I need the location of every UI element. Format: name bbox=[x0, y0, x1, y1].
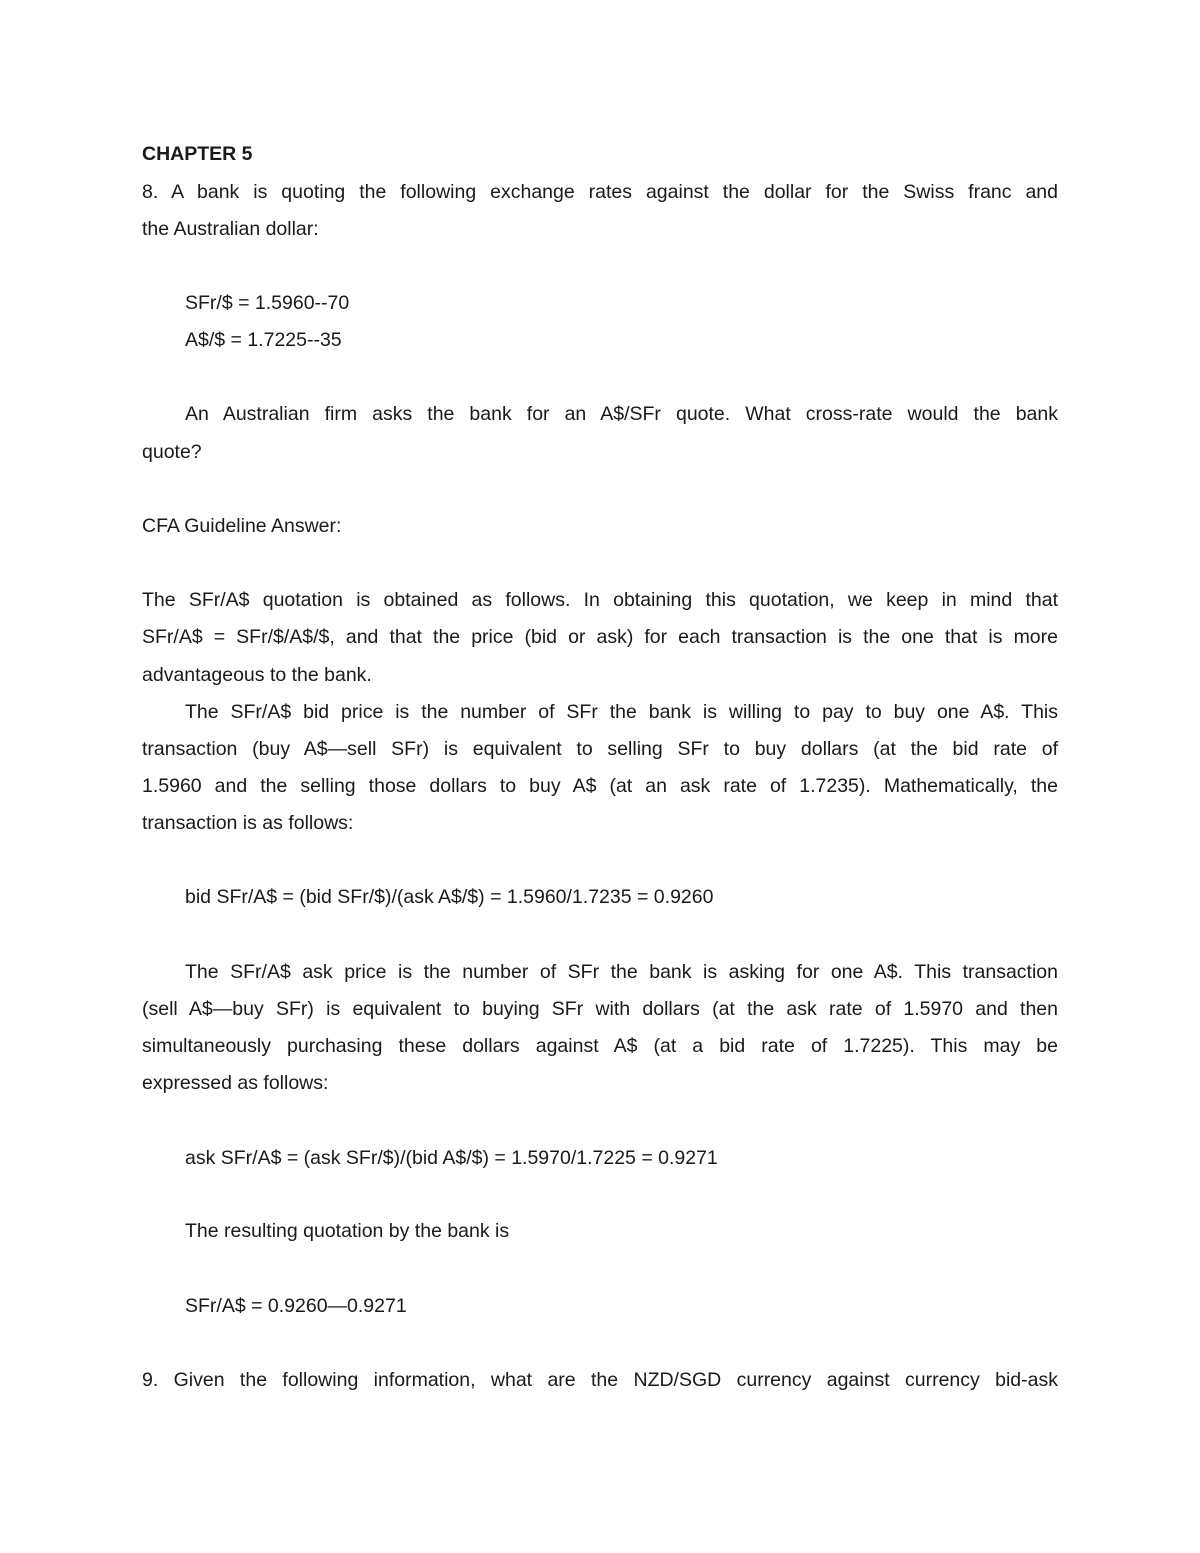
result-intro: The resulting quotation by the bank is bbox=[185, 1220, 510, 1242]
bid-formula: bid SFr/A$ = (bid SFr/$)/(ask A$/$) = 1.5960/1.7235 = 0.9260 bbox=[185, 886, 714, 908]
answer-para-2-line-3: 1.5960 and the selling those dollars to buy A$ (at an ask rate of 1.7235). Mathematically, the bbox=[142, 775, 1058, 797]
exchange-rate-sfr-usd: SFr/$ = 1.5960--70 bbox=[185, 292, 350, 314]
answer-para-1-line-1: The SFr/A$ quotation is obtained as follows. In obtaining this quotation, we keep in mind that bbox=[142, 589, 1058, 611]
ask-formula: ask SFr/A$ = (ask SFr/$)/(bid A$/$) = 1.5970/1.7225 = 0.9271 bbox=[185, 1147, 718, 1169]
answer-para-2-line-4: transaction is as follows: bbox=[142, 812, 354, 834]
result-quotation: SFr/A$ = 0.9260—0.9271 bbox=[185, 1295, 407, 1317]
answer-para-1-line-3: advantageous to the bank. bbox=[142, 664, 372, 686]
question-8-ask-line-2: quote? bbox=[142, 441, 202, 463]
exchange-rate-aud-usd: A$/$ = 1.7225--35 bbox=[185, 329, 342, 351]
answer-para-1-line-2: SFr/A$ = SFr/$/A$/$, and that the price (bid or ask) for each transaction is the one that is more bbox=[142, 626, 1058, 648]
question-8-ask-line-1: An Australian firm asks the bank for an A$/SFr quote. What cross-rate would the bank bbox=[185, 403, 1058, 425]
question-9-prompt-line-1: 9. Given the following information, what are the NZD/SGD currency against currency bid-ask bbox=[142, 1369, 1058, 1391]
answer-para-2-line-1: The SFr/A$ bid price is the number of SFr the bank is willing to pay to buy one A$. This bbox=[185, 701, 1058, 723]
answer-para-3-line-4: expressed as follows: bbox=[142, 1072, 329, 1094]
answer-para-3-line-2: (sell A$—buy SFr) is equivalent to buying SFr with dollars (at the ask rate of 1.5970 and then bbox=[142, 998, 1058, 1020]
answer-heading: CFA Guideline Answer: bbox=[142, 515, 342, 537]
chapter-title: CHAPTER 5 bbox=[142, 143, 253, 165]
question-8-prompt-line-1: 8. A bank is quoting the following exchange rates against the dollar for the Swiss franc and bbox=[142, 181, 1058, 203]
answer-para-3-line-1: The SFr/A$ ask price is the number of SFr the bank is asking for one A$. This transaction bbox=[185, 961, 1058, 983]
answer-para-2-line-2: transaction (buy A$—sell SFr) is equivalent to selling SFr to buy dollars (at the bid rate of bbox=[142, 738, 1058, 760]
answer-para-3-line-3: simultaneously purchasing these dollars against A$ (at a bid rate of 1.7225). This may be bbox=[142, 1035, 1058, 1057]
question-8-prompt-line-2: the Australian dollar: bbox=[142, 218, 319, 240]
